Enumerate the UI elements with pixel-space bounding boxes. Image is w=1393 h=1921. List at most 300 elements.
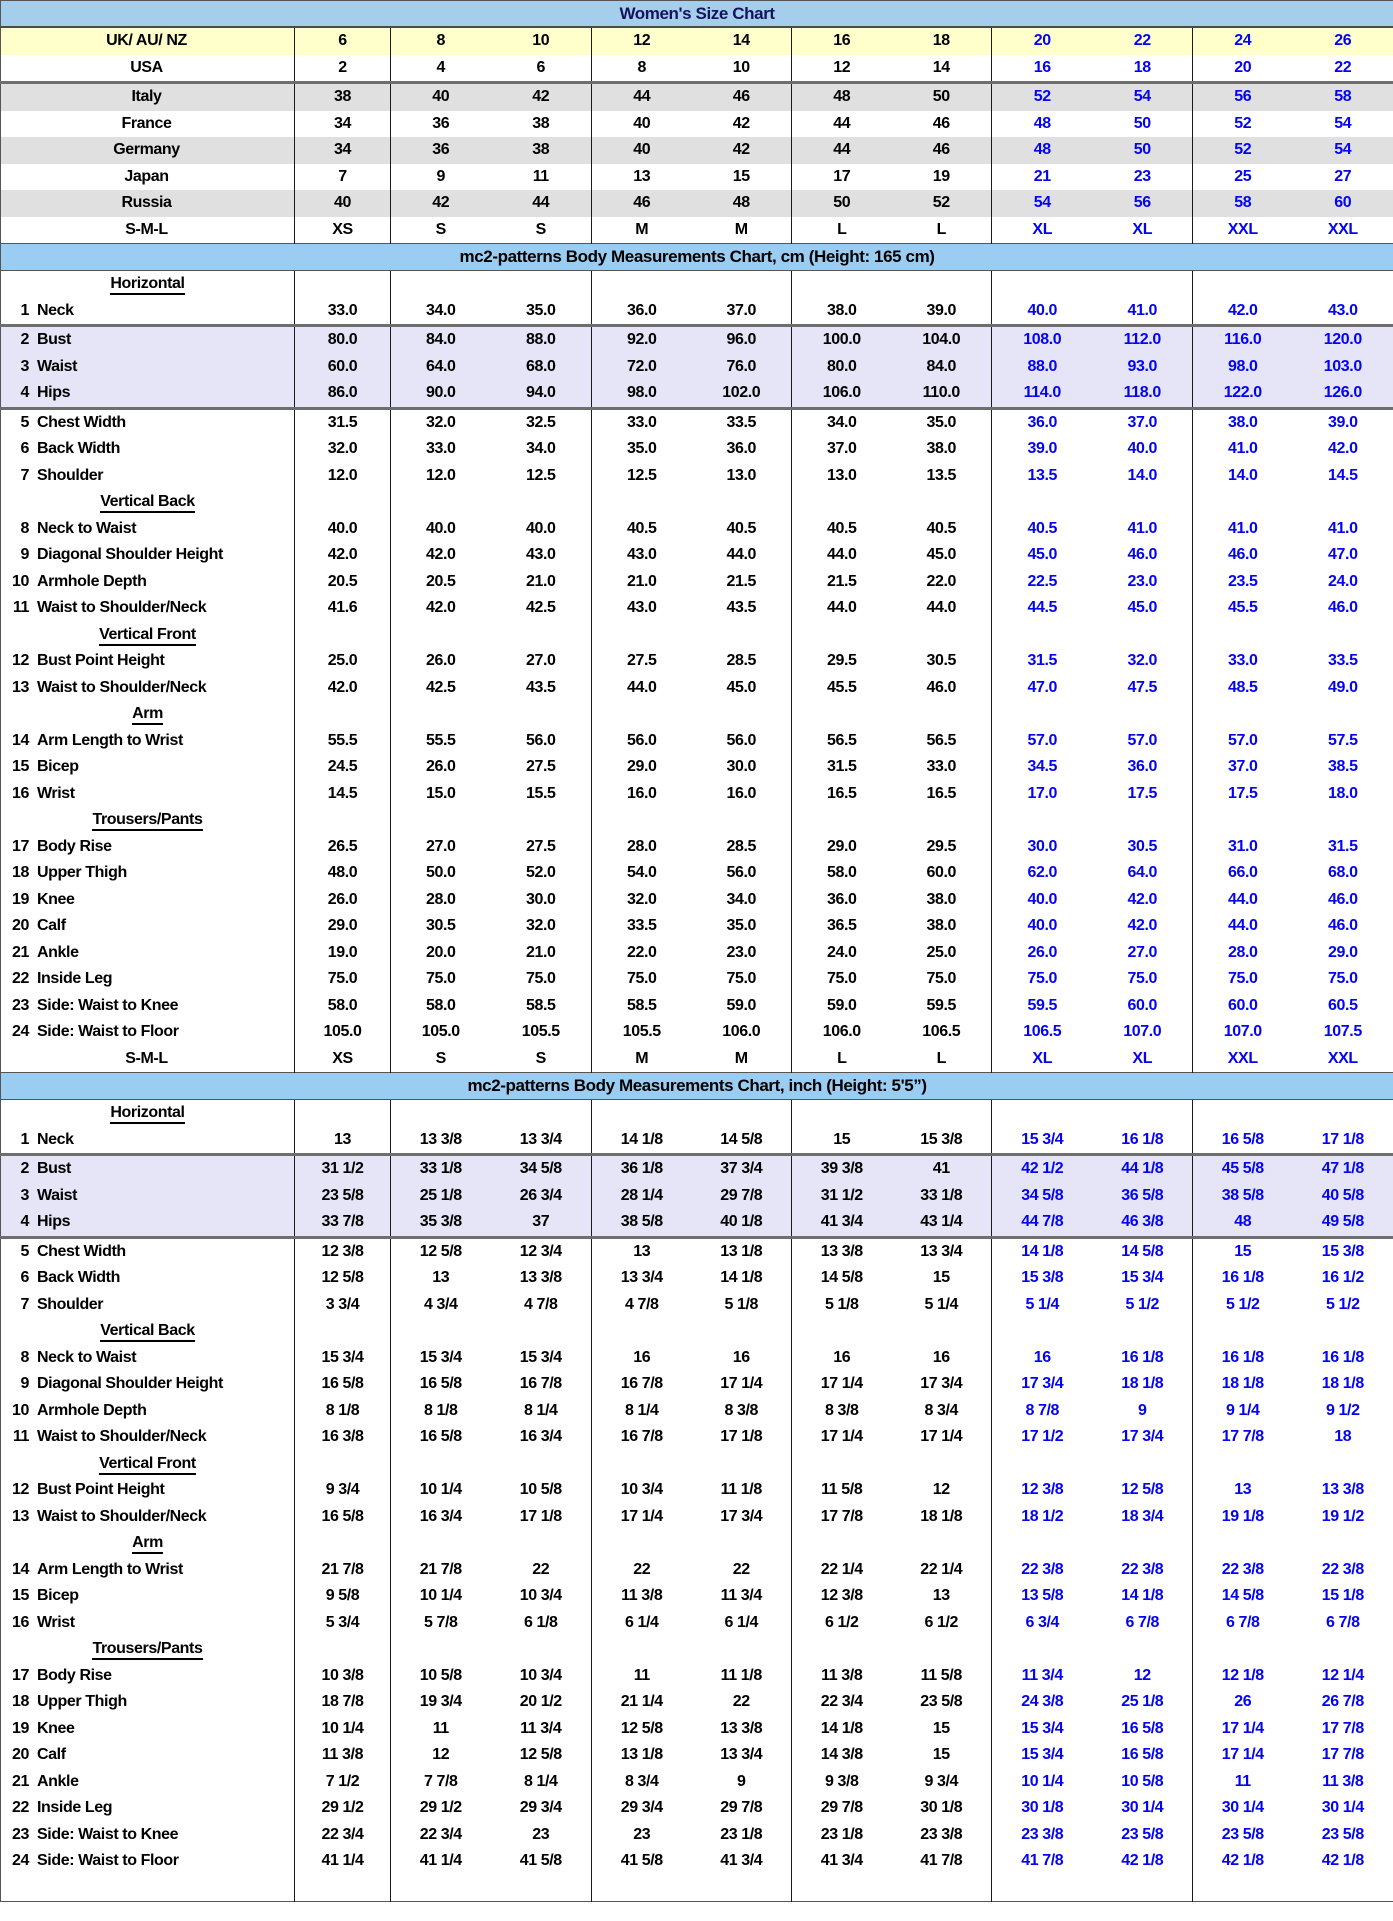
row-label-text: Side: Waist to Knee [37,1825,179,1843]
value-cell: 11 3/8 [295,1742,391,1769]
value-cell: 33.5 [1328,652,1358,670]
value-cell: 14.0 [1093,463,1193,490]
row-label [1,298,295,326]
value-cell: 20.5 [425,572,456,590]
value-cell: 52 [892,190,992,217]
table-row [1,164,1393,191]
value-cell: 6 1/2 [824,1613,859,1631]
row-number: 23 [12,1825,29,1843]
value-cell: 4 [391,55,491,83]
value-cell: 38 [295,83,391,111]
value-cell: 7 7/8 [423,1772,458,1790]
value-cell: 4 3/4 [423,1295,458,1313]
value-cell: 10 3/4 [620,1481,663,1499]
empty-cell [1093,1875,1193,1902]
value-cell: 46 [692,83,792,111]
value-cell: 106.0 [692,1019,792,1046]
value-cell: 52.0 [491,860,592,887]
table-row [1,648,1393,675]
value-cell: 15 3/4 [419,1348,462,1366]
section-label [1,1100,295,1127]
table-row [1,1689,1393,1716]
value-cell: 44 [491,190,592,217]
value-cell: 29 3/4 [620,1799,663,1817]
row-number: 22 [12,1799,29,1817]
value-cell: 29 7/8 [692,1183,792,1210]
value-cell: 31.5 [1027,652,1058,670]
section-label [1,807,295,834]
value-cell: 28 1/4 [592,1183,692,1210]
value-cell: XS [295,1046,391,1073]
value-cell: 48 [792,83,892,111]
value-cell: 106.0 [822,1023,861,1041]
row-number: 13 [12,678,29,696]
value-cell: 17 3/4 [1021,1375,1064,1393]
table-row [1,675,1393,702]
value-cell: XXL [1327,220,1358,238]
value-cell: 13 3/8 [391,1127,491,1155]
value-cell: 6 3/4 [1025,1613,1060,1631]
value-cell: 46 [892,111,992,138]
table-row [1,1769,1393,1796]
table-row [1,354,1393,381]
value-cell: 41 7/8 [1021,1852,1064,1870]
row-label [1,834,295,861]
table-row [1,1237,1393,1265]
section-label-row [1,1530,1393,1557]
value-cell: 22 3/4 [295,1822,391,1849]
value-cell: 46.0 [892,675,992,702]
section-label-row [1,701,1393,728]
row-label-text: Arm Length to Wrist [37,1560,183,1578]
value-cell: 12 5/8 [491,1742,592,1769]
value-cell: 42 [391,190,491,217]
value-cell: 13 1/8 [620,1746,663,1764]
row-label [1,1292,295,1319]
value-cell: 12.0 [295,463,391,490]
value-cell: 11 5/8 [892,1663,992,1690]
value-cell: 9 [692,1769,792,1796]
table-row [1,887,1393,914]
value-cell: 98.0 [1193,354,1293,381]
value-cell: 23 3/8 [1021,1825,1064,1843]
value-cell: 36.0 [1027,413,1058,431]
value-cell: 29.0 [295,913,391,940]
row-label-text: Neck to Waist [37,1348,137,1366]
row-label-text: Upper Thigh [37,864,127,882]
value-cell: 41.0 [1093,298,1193,326]
row-label [1,1822,295,1849]
value-cell: 8 [592,55,692,83]
value-cell: 44 7/8 [992,1209,1093,1237]
value-cell: 15 3/4 [1021,1719,1064,1737]
value-cell: 7 [295,164,391,191]
value-cell: 43.0 [491,542,592,569]
value-cell: 21 7/8 [295,1557,391,1584]
value-cell: 43.5 [491,675,592,702]
value-cell: 26.5 [295,834,391,861]
row-label-text: Shoulder [37,466,104,484]
row-label: S-M-L [1,1046,295,1073]
value-cell: 48 [1033,114,1051,132]
value-cell: 22 3/8 [1321,1560,1364,1578]
section-label [1,1318,295,1345]
value-cell: 5 1/8 [824,1295,859,1313]
value-cell: 43.0 [626,599,657,617]
empty-cell [491,807,592,834]
row-label-text: Back Width [37,1269,120,1287]
value-cell: 41.6 [295,595,391,622]
value-cell: XXL [1227,1049,1258,1067]
value-cell: 21 1/4 [620,1693,663,1711]
value-cell: 30 1/4 [1221,1799,1264,1817]
value-cell: 32.0 [1093,648,1193,675]
row-label [1,463,295,490]
row-label: France [1,111,295,138]
row-number: 14 [12,1560,29,1578]
value-cell: 29.0 [826,837,857,855]
table-row [1,1663,1393,1690]
value-cell: 43.0 [1293,298,1393,326]
value-cell: 5 1/8 [692,1292,792,1319]
value-cell: 106.0 [792,380,892,408]
value-cell: 6 1/2 [892,1610,992,1637]
value-cell: 50 [1093,111,1193,138]
value-cell: 22 [692,1557,792,1584]
value-cell: 6 1/4 [692,1610,792,1637]
row-number: 12 [12,652,29,670]
row-number: 19 [12,1719,29,1737]
section-label-text: Horizontal [110,275,184,295]
value-cell: 36.5 [826,917,857,935]
empty-cell [1193,1875,1293,1902]
table-row [1,728,1393,755]
value-cell: 17 3/4 [892,1371,992,1398]
value-cell: 20 [1193,55,1293,83]
value-cell: 34 [295,137,391,164]
empty-cell [1093,1636,1193,1663]
value-cell: 14 1/8 [592,1127,692,1155]
value-cell: 13.5 [1027,466,1058,484]
value-cell: 107.5 [1323,1023,1362,1041]
value-cell: 17 3/4 [692,1504,792,1531]
row-number: 16 [12,1613,29,1631]
empty-cell [892,489,992,516]
value-cell: 15.0 [425,784,456,802]
value-cell: 16 5/8 [295,1504,391,1531]
value-cell: 23 5/8 [1321,1825,1364,1843]
value-cell: S [435,220,446,238]
value-cell: 54.0 [626,864,657,882]
value-cell: 29 7/8 [820,1799,863,1817]
empty-cell [692,489,792,516]
value-cell: 56.0 [491,728,592,755]
table-row [1,380,1393,408]
value-cell: 106.5 [1023,1023,1062,1041]
value-cell: 22 1/4 [820,1560,863,1578]
value-cell: 15 [692,164,792,191]
value-cell: 15 3/4 [992,1127,1093,1155]
value-cell: 40.5 [626,519,657,537]
table-row [1,1424,1393,1451]
empty-cell [892,271,992,298]
value-cell: 23 [633,1825,651,1843]
chart-title: Women's Size Chart [1,1,1393,28]
value-cell: XL [1093,217,1193,244]
row-label-text: Body Rise [37,837,112,855]
row-number: 20 [12,1746,29,1764]
value-cell: 39.0 [1328,413,1358,431]
empty-cell [1293,1875,1393,1902]
empty-cell [892,1451,992,1478]
value-cell: 12 [1093,1663,1193,1690]
value-cell: 42.0 [295,542,391,569]
value-cell: 17 1/4 [620,1507,663,1525]
value-cell: 105.5 [491,1019,592,1046]
empty-cell [792,1100,892,1127]
value-cell: 10 5/8 [491,1477,592,1504]
row-label [1,1848,295,1875]
value-cell: 41 7/8 [892,1848,992,1875]
value-cell: 45.0 [1093,595,1193,622]
value-cell: 42.0 [1093,887,1193,914]
row-number: 10 [12,1401,29,1419]
empty-cell [391,1636,491,1663]
value-cell: M [635,220,649,238]
row-label-text: Bust [37,331,71,349]
section-label [1,1875,295,1902]
table-row [1,1504,1393,1531]
value-cell: 120.0 [1293,326,1393,354]
empty-cell [1193,1636,1293,1663]
table-row [1,516,1393,543]
value-cell: 10 3/4 [491,1583,592,1610]
row-label-text: Waist to Shoulder/Neck [37,1507,207,1525]
value-cell: 54 [1334,114,1352,132]
row-label: Japan [1,164,295,191]
value-cell: 30 1/8 [892,1795,992,1822]
value-cell: 8 3/8 [692,1398,792,1425]
value-cell: 21.0 [491,569,592,596]
value-cell: 20 1/2 [491,1689,592,1716]
value-cell: 13 [295,1127,391,1155]
value-cell: 54 [1093,83,1193,111]
row-label-text: Diagonal Shoulder Height [37,546,223,564]
row-label [1,569,295,596]
value-cell: 9 1/2 [1326,1401,1360,1419]
value-cell: 30.5 [425,917,456,935]
empty-cell [792,807,892,834]
table-row [1,27,1393,55]
value-cell: 14 5/8 [1221,1587,1264,1605]
table-row [1,1398,1393,1425]
value-cell: 33.0 [626,413,657,431]
row-label-text: Bust [37,1160,71,1178]
empty-cell [295,807,391,834]
row-number: 18 [12,1693,29,1711]
value-cell: 19 3/4 [419,1693,462,1711]
value-cell: 22 3/8 [1221,1560,1264,1578]
value-cell: 27.0 [1093,940,1193,967]
value-cell: 12 [432,1746,450,1764]
value-cell: 22 [633,1560,651,1578]
row-label [1,754,295,781]
row-label-text: Inside Leg [37,1799,113,1817]
value-cell: 39 3/8 [792,1155,892,1183]
value-cell: 68.0 [491,354,592,381]
empty-cell [295,1318,391,1345]
value-cell: 41 3/4 [792,1209,892,1237]
value-cell: 17 [833,167,851,185]
value-cell: 16 7/8 [491,1371,592,1398]
empty-cell [592,1530,692,1557]
value-cell: 40.0 [1093,436,1193,463]
value-cell: 13 3/8 [1321,1481,1364,1499]
value-cell: 57.5 [1328,731,1358,749]
row-label-text: Calf [37,1746,66,1764]
value-cell: 42 [692,111,792,138]
table-row [1,1848,1393,1875]
value-cell: 12 3/8 [820,1587,863,1605]
value-cell: L [837,220,847,238]
empty-cell [692,271,792,298]
value-cell: 8 1/4 [624,1401,659,1419]
value-cell: 5 1/2 [1326,1295,1360,1313]
empty-cell [391,1451,491,1478]
empty-cell [1093,1530,1193,1557]
value-cell: 16 [792,27,892,55]
value-cell: 38.0 [892,887,992,914]
empty-cell [1093,1100,1193,1127]
value-cell: 40.5 [826,519,857,537]
row-label-text: Side: Waist to Knee [37,996,179,1014]
value-cell: 41 1/4 [295,1848,391,1875]
empty-cell [391,1530,491,1557]
empty-cell [1293,1530,1393,1557]
value-cell: 57.0 [1027,731,1058,749]
empty-cell [1293,807,1393,834]
value-cell: 24 [1193,27,1293,55]
row-number: 14 [12,731,29,749]
row-number: 21 [12,943,29,961]
empty-cell [892,1530,992,1557]
section-label-text: Arm [132,705,163,725]
value-cell: 75.0 [1093,966,1193,993]
value-cell: 18 7/8 [295,1689,391,1716]
row-number: 5 [20,413,29,431]
row-label-text: Bust Point Height [37,1481,165,1499]
value-cell: 43 1/4 [892,1209,992,1237]
value-cell: 44 [592,83,692,111]
value-cell: 34 5/8 [992,1183,1093,1210]
value-cell: 13 [1234,1481,1252,1499]
empty-cell [1293,622,1393,649]
value-cell: 37.0 [1093,408,1193,436]
value-cell: 33.0 [1227,652,1258,670]
value-cell: 17 7/8 [1321,1746,1364,1764]
value-cell: 29.0 [626,758,657,776]
row-number: 1 [20,301,29,319]
empty-cell [1093,807,1193,834]
value-cell: 75.0 [1027,970,1058,988]
value-cell: 23 1/8 [692,1822,792,1849]
empty-cell [1093,1318,1193,1345]
empty-cell [491,1636,592,1663]
value-cell: 27.5 [491,754,592,781]
value-cell: 22.5 [1027,572,1058,590]
value-cell: 100.0 [792,326,892,354]
value-cell: 21.0 [491,940,592,967]
value-cell: 11 1/8 [692,1663,792,1690]
value-cell: 36.0 [692,436,792,463]
value-cell: 24.0 [826,943,857,961]
table-row [1,1716,1393,1743]
row-label-text: Knee [37,890,75,908]
value-cell: 9 3/4 [892,1769,992,1796]
section-label-row [1,1636,1393,1663]
value-cell: 13.5 [892,463,992,490]
value-cell: 75.0 [692,966,792,993]
value-cell: 17 1/4 [1221,1746,1264,1764]
value-cell: 40 [391,83,491,111]
value-cell: 47.0 [1328,546,1358,564]
value-cell: 58 [1293,83,1393,111]
empty-cell [892,622,992,649]
value-cell: 22.0 [626,943,657,961]
value-cell: 45.5 [826,678,857,696]
value-cell: 22 3/8 [1021,1560,1064,1578]
row-label-text: Ankle [37,1772,79,1790]
value-cell: 22 3/8 [1093,1557,1193,1584]
value-cell: 30.0 [1027,837,1058,855]
section-label [1,271,295,298]
value-cell: XL [1093,1046,1193,1073]
value-cell: 37 3/4 [692,1155,792,1183]
value-cell: 15 3/8 [1021,1269,1064,1287]
table-row [1,326,1393,354]
value-cell: 42 1/2 [992,1155,1093,1183]
row-number: 6 [20,440,29,458]
value-cell: 13 5/8 [1021,1587,1064,1605]
value-cell: 29 3/4 [491,1795,592,1822]
value-cell: 9 3/4 [295,1477,391,1504]
value-cell: 26 7/8 [1321,1693,1364,1711]
empty-cell [391,271,491,298]
value-cell: 75.0 [626,970,657,988]
value-cell: 23.0 [1093,569,1193,596]
value-cell: 38 [491,111,592,138]
row-number: 4 [20,1213,29,1231]
value-cell: 86.0 [295,380,391,408]
value-cell: M [692,217,792,244]
value-cell: 39.0 [892,298,992,326]
row-label [1,1689,295,1716]
value-cell: 41.0 [1227,519,1258,537]
value-cell: 22.0 [892,569,992,596]
value-cell: 13 3/8 [491,1265,592,1292]
value-cell: 40.0 [425,519,456,537]
empty-cell [1093,271,1193,298]
value-cell: 4 7/8 [491,1292,592,1319]
value-cell: 6 7/8 [1225,1613,1260,1631]
value-cell: 32.0 [491,913,592,940]
row-number: 3 [20,357,29,375]
value-cell: 18 1/8 [1321,1375,1364,1393]
row-number: 19 [12,890,29,908]
value-cell: 18 1/8 [892,1504,992,1531]
value-cell: 5 1/4 [1025,1295,1060,1313]
table-row [1,298,1393,326]
